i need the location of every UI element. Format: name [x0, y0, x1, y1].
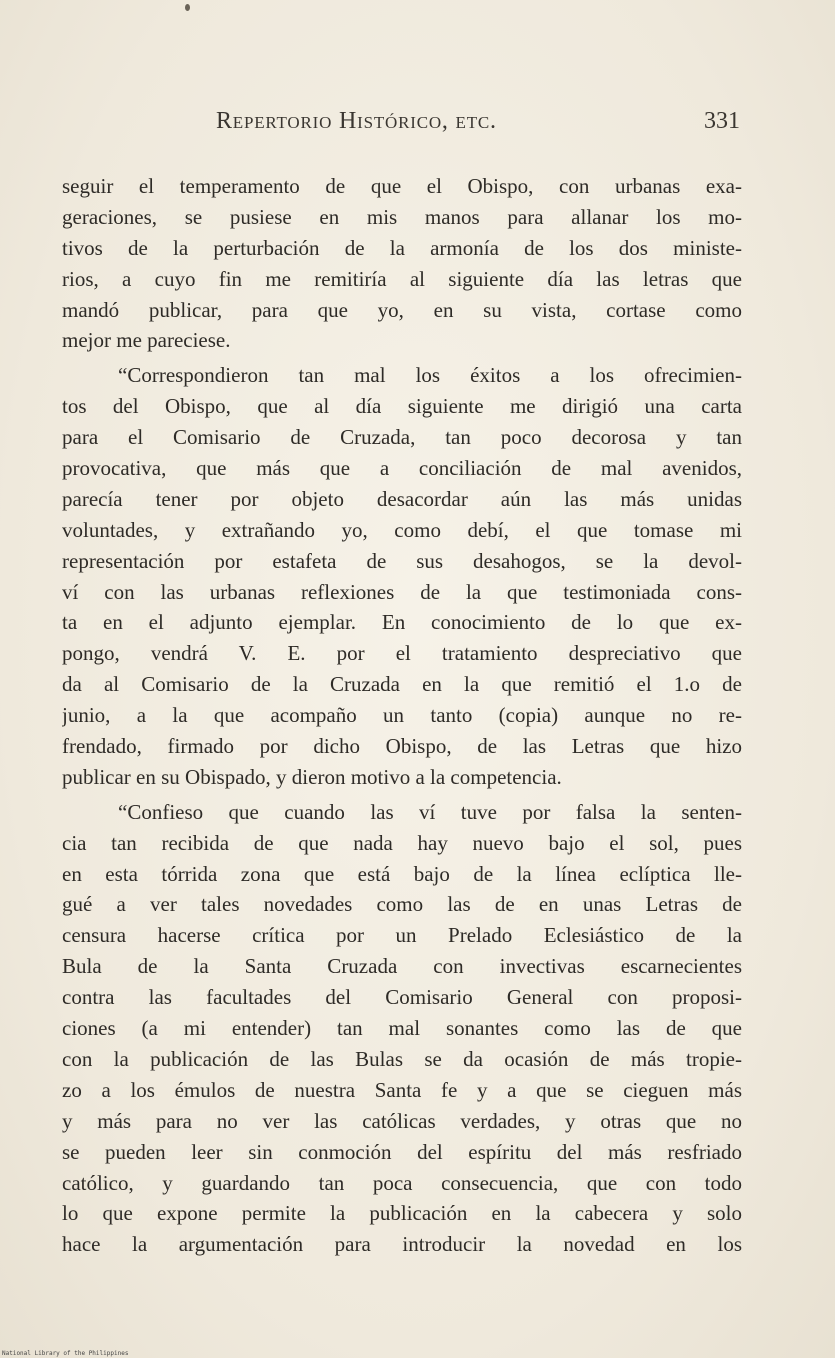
text-line: contra las facultades del Comisario General con proposi-	[62, 985, 742, 1010]
text-line: censura hacerse crítica por un Prelado Eclesiástico de la	[62, 923, 742, 948]
text-line: católico, y guardando tan poca consecuencia, que con todo	[62, 1170, 742, 1195]
text-line: junio, a la que acompaño un tanto (copia) aunque no re-	[62, 703, 742, 728]
body-text	[62, 171, 742, 1260]
text-line: en esta tórrida zona que está bajo de la línea eclíptica lle-	[62, 861, 742, 886]
text-line: con la publicación de las Bulas se da ocasión de más tropie-	[62, 1046, 742, 1071]
text-line: gué a ver tales novedades como las de en unas Letras de	[62, 892, 742, 917]
text-line: se pueden leer sin conmoción del espíritu del más resfriado	[62, 1139, 742, 1164]
paragraph-1	[62, 171, 742, 356]
text-line: rios, a cuyo fin me remitiría al siguiente día las letras que	[62, 266, 742, 291]
text-line: y más para no ver las católicas verdades, y otras que no	[62, 1108, 742, 1133]
text-line: lo que expone permite la publicación en la cabecera y solo	[62, 1201, 742, 1226]
ink-speck	[185, 4, 190, 11]
text-line: mandó publicar, para que yo, en su vista, cortase como	[62, 297, 742, 322]
text-line: da al Comisario de la Cruzada en la que remitió el 1.o de	[62, 672, 742, 697]
running-title: Repertorio Histórico, etc.	[216, 108, 497, 134]
text-line: zo a los émulos de nuestra Santa fe y a que se cieguen más	[62, 1077, 742, 1102]
library-credit: National Library of the Philippines	[2, 1350, 129, 1357]
text-line: ví con las urbanas reflexiones de la que testimoniada cons-	[62, 579, 742, 604]
text-line: ciones (a mi entender) tan mal sonantes como las de que	[62, 1016, 742, 1041]
text-line: ta en el adjunto ejemplar. En conocimiento de lo que ex-	[62, 610, 742, 635]
text-line: mejor me pareciese.	[62, 328, 231, 353]
paragraph-2	[62, 360, 742, 792]
text-line: frendado, firmado por dicho Obispo, de las Letras que hizo	[62, 734, 742, 759]
text-line: publicar en su Obispado, y dieron motivo a la competencia.	[62, 764, 562, 789]
text-line: seguir el temperamento de que el Obispo, con urbanas exa-	[62, 174, 742, 198]
text-line: parecía tener por objeto desacordar aún las más unidas	[62, 486, 742, 511]
text-line: provocativa, que más que a conciliación de mal avenidos,	[62, 456, 742, 481]
text-line: tos del Obispo, que al día siguiente me dirigió una carta	[62, 394, 742, 419]
text-line: pongo, vendrá V. E. por el tratamiento despreciativo que	[62, 641, 742, 666]
text-line: voluntades, y extrañando yo, como debí, el que tomase mi	[62, 517, 742, 542]
text-line: “Confieso que cuando las ví tuve por falsa la senten-	[118, 799, 742, 824]
text-line: cia tan recibida de que nada hay nuevo bajo el sol, pues	[62, 830, 742, 855]
text-line: hace la argumentación para introducir la novedad en los	[62, 1232, 742, 1257]
text-line: para el Comisario de Cruzada, tan poco decorosa y tan	[62, 425, 742, 450]
text-line: tivos de la perturbación de la armonía de los dos ministe-	[62, 235, 742, 260]
text-line: Bula de la Santa Cruzada con invectivas escarnecientes	[62, 954, 742, 979]
page-header	[62, 108, 740, 140]
text-line: geraciones, se pusiese en mis manos para allanar los mo-	[62, 204, 742, 229]
page-number: 331	[704, 108, 740, 134]
text-line: “Correspondieron tan mal los éxitos a los ofrecimien-	[118, 363, 742, 388]
text-line: representación por estafeta de sus desahogos, se la devol-	[62, 548, 742, 573]
paragraph-3	[62, 797, 742, 1260]
